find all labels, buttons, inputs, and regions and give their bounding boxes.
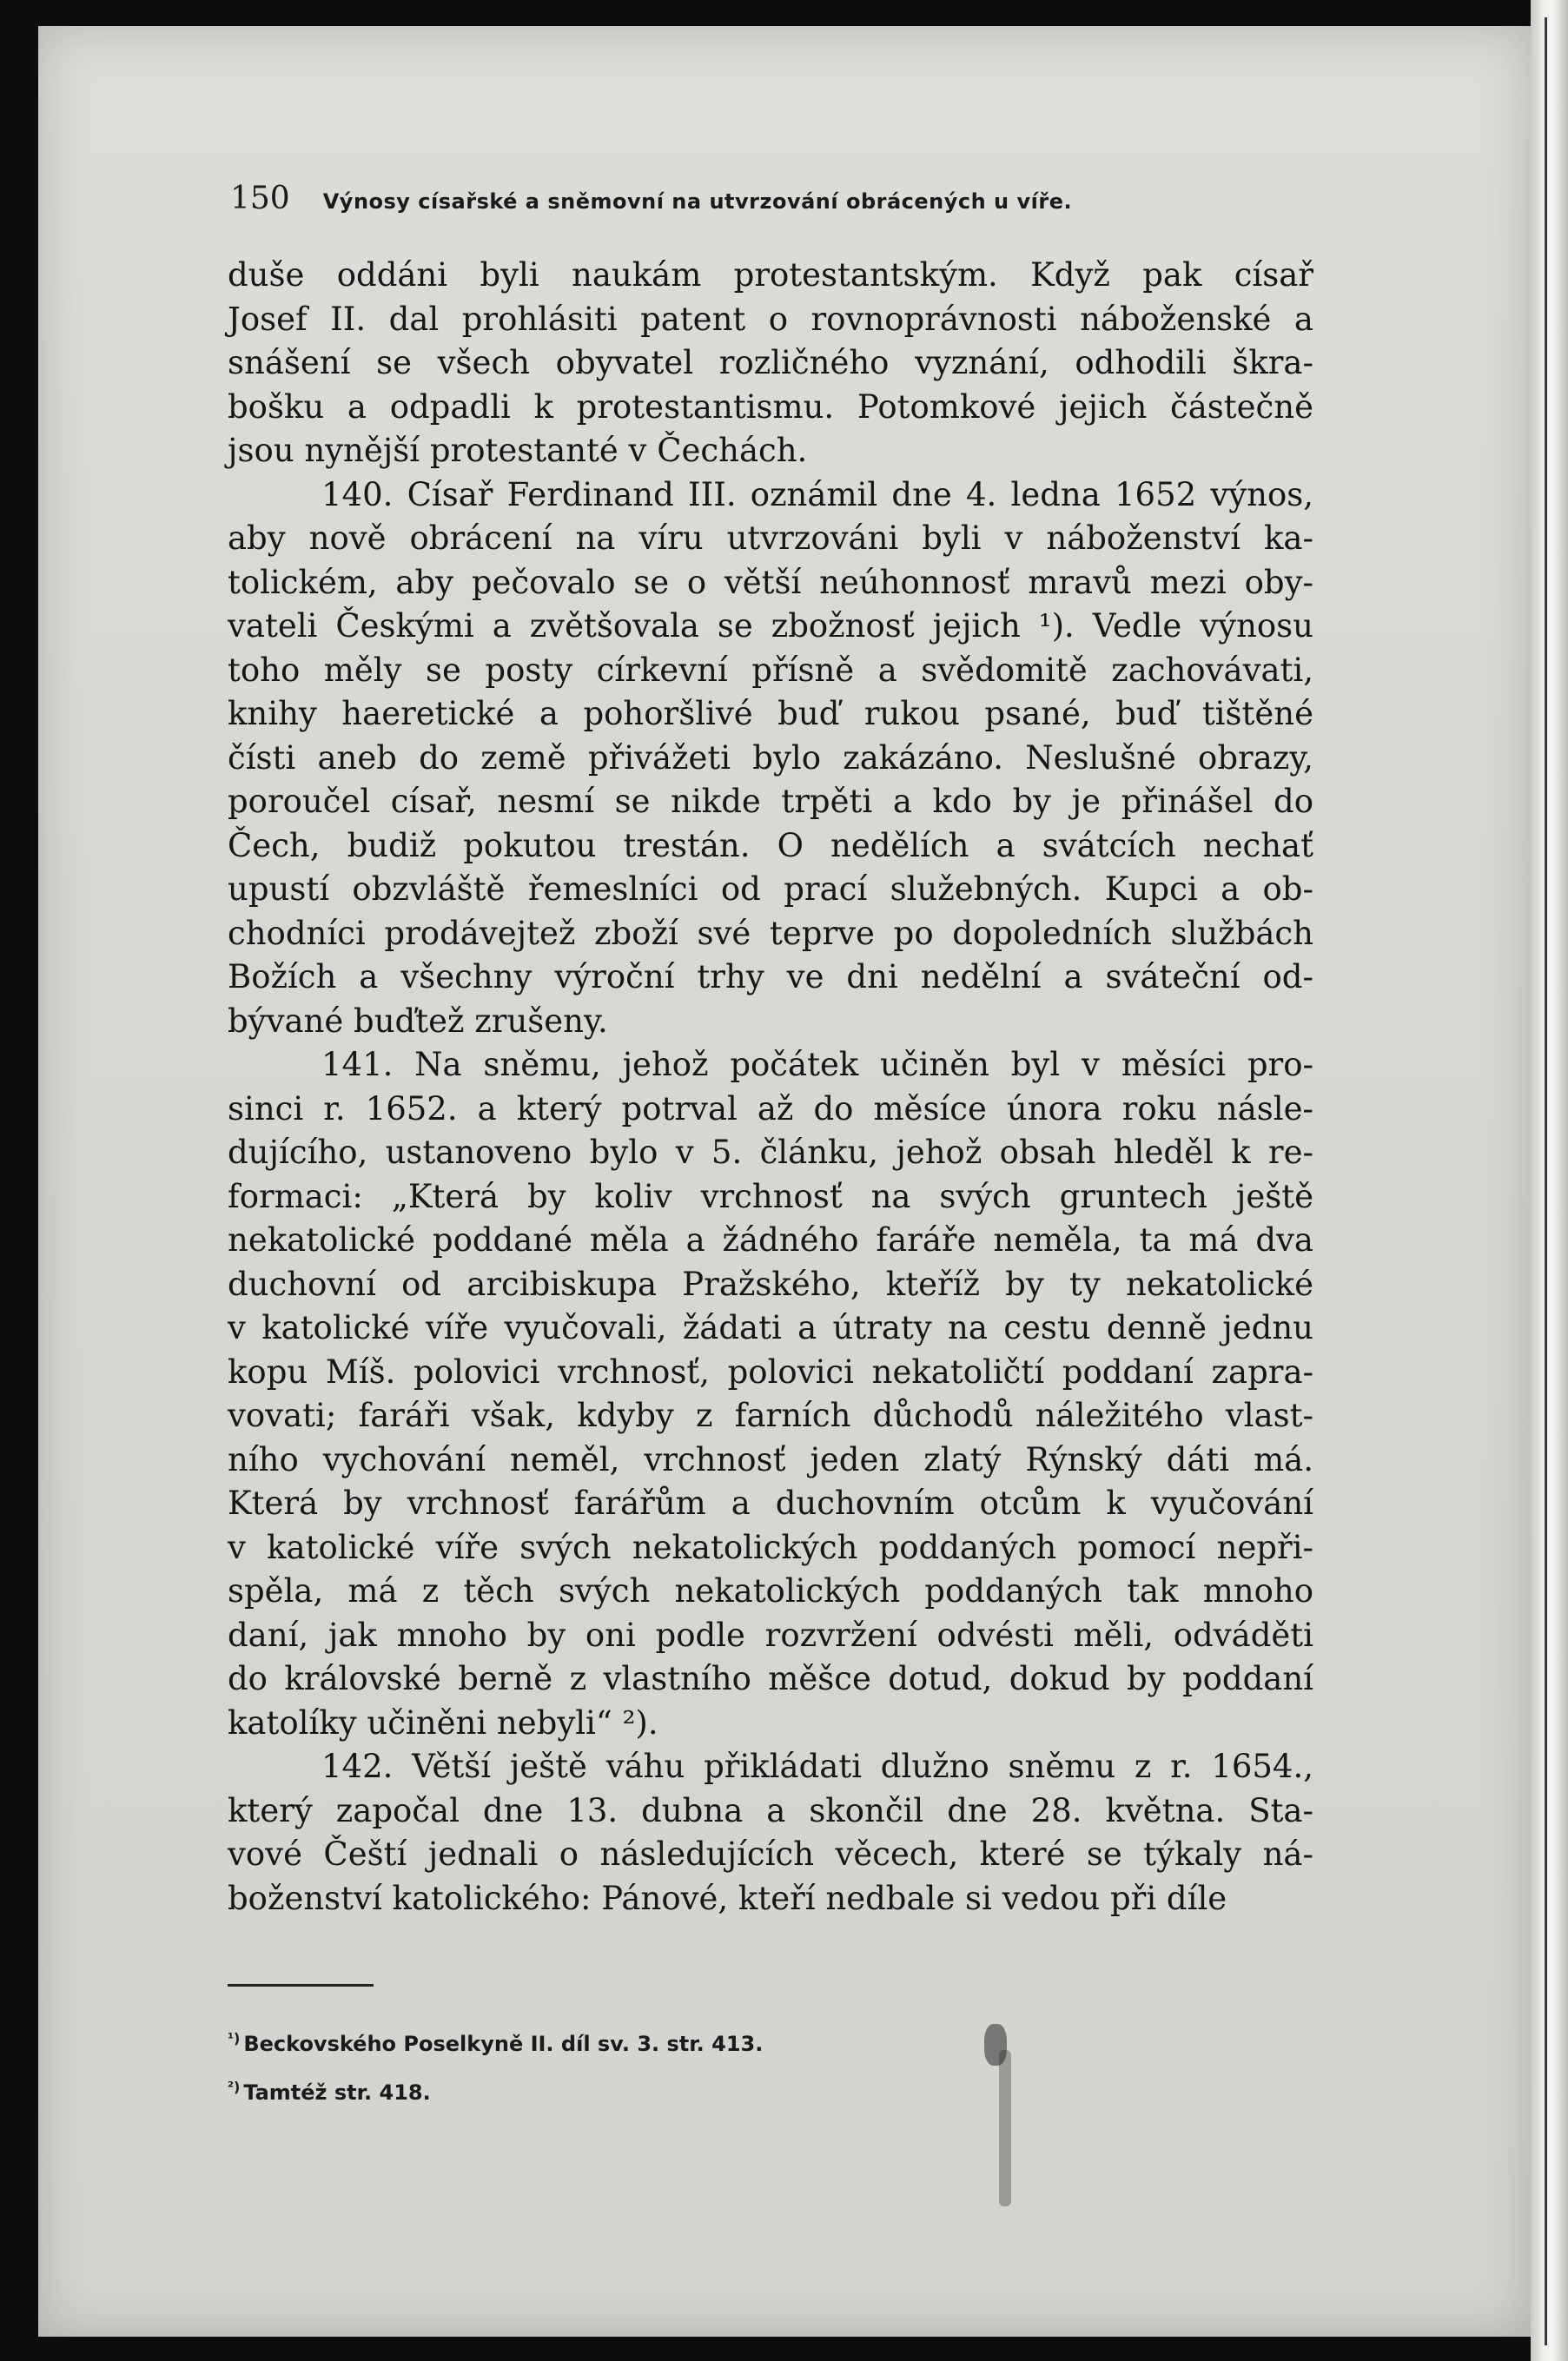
text-line: v katolické víře svých nekatolických poddaných pomocí nepři-: [228, 1528, 1313, 1566]
footnote-mark: ¹): [228, 2030, 241, 2047]
text-line: aby nově obrácení na víru utvrzováni byli v náboženství ka-: [228, 519, 1313, 557]
ink-smudge: [999, 2050, 1011, 2206]
text-line: 140. Císař Ferdinand III. oznámil dne 4. ledna 1652 výnos,: [321, 475, 1313, 513]
footnote-text: Beckovského Poselkyně II. díl sv. 3. str. 413.: [243, 2032, 764, 2056]
body-text: [228, 254, 1313, 1921]
footnotes: [228, 2017, 763, 2114]
text-line: sinci r. 1652. a který potrval až do měsíce února roku násle-: [228, 1089, 1313, 1128]
gutter-shadow-line: [1545, 17, 1547, 2345]
text-line: Josef II. dal prohlásiti patent o rovnoprávnosti náboženské a: [228, 300, 1313, 338]
text-line: který započal dne 13. dubna a skončil dne 28. května. Sta-: [228, 1791, 1313, 1829]
text-line: v katolické víře vyučovali, žádati a útraty na cestu denně jednu: [228, 1309, 1313, 1346]
text-line: daní, jak mnoho by oni podle rozvržení odvésti měli, odváděti: [228, 1616, 1313, 1654]
text-line: čísti aneb do země přivážeti bylo zakázáno. Neslušné obrazy,: [228, 738, 1313, 777]
text-line: chodníci prodávejtež zboží své teprve po dopoledních službách: [228, 914, 1313, 952]
footnote-mark: ²): [228, 2079, 241, 2095]
page-gutter: [1531, 0, 1568, 2361]
page-header: [230, 181, 1072, 224]
text-line: vové Čeští jednali o následujících věcech, které se týkaly ná-: [228, 1835, 1313, 1873]
text-line: bývané buďtež zrušeny.: [228, 1002, 608, 1040]
text-line: spěla, má z těch svých nekatolických poddaných tak mnoho: [228, 1572, 1313, 1610]
text-line: boženství katolického: Pánové, kteří nedbale si vedou při díle: [228, 1879, 1227, 1917]
text-line: bošku a odpadli k protestantismu. Potomkové jejich částečně: [228, 387, 1313, 426]
text-line: nekatolické poddané měla a žádného faráře neměla, ta má dva: [228, 1221, 1313, 1259]
text-line: ního vychování neměl, vrchnosť jeden zlatý Rýnský dáti má.: [228, 1440, 1313, 1478]
text-line: formaci: „Která by koliv vrchnosť na svých gruntech ještě: [228, 1177, 1313, 1215]
footnote: [228, 2017, 763, 2066]
text-line: katolíky učiněni nebyli“ ²).: [228, 1703, 658, 1742]
text-line: do královské berně z vlastního měšce dotud, dokud by poddaní: [228, 1660, 1313, 1697]
footnote-divider: [228, 1984, 374, 1987]
text-line: vateli Českými a zvětšovala se zbožnosť jejich ¹). Vedle výnosu: [228, 607, 1313, 645]
text-line: duše oddáni byli naukám protestantským. Když pak císař: [228, 256, 1313, 294]
text-line: dujícího, ustanoveno bylo v 5. článku, jehož obsah hleděl k re-: [228, 1134, 1313, 1171]
text-line: kopu Míš. polovici vrchnosť, polovici nekatoličtí poddaní zapra-: [228, 1352, 1313, 1391]
text-line: duchovní od arcibiskupa Pražského, kteříž by ty nekatolické: [228, 1265, 1313, 1303]
text-line: upustí obzvláště řemeslníci od prací služebných. Kupci a ob-: [228, 870, 1313, 908]
text-line: snášení se všech obyvatel rozličného vyznání, odhodili škra-: [228, 344, 1313, 381]
running-head: Výnosy císařské a sněmovní na utvrzování obrácených u víře.: [322, 189, 1073, 214]
text-line: Čech, budiž pokutou trestán. O nedělích a svátcích nechať: [228, 826, 1313, 864]
footnote: [228, 2066, 763, 2114]
text-line: jsou nynější protestanté v Čechách.: [228, 432, 808, 469]
footnote-text: Tamtéž str. 418.: [243, 2080, 431, 2105]
text-line: tolickém, aby pečovalo se o větší neúhonnosť mravů mezi oby-: [228, 563, 1313, 601]
text-line: 142. Větší ještě váhu přikládati dlužno sněmu z r. 1654.,: [321, 1748, 1313, 1785]
text-line: vovati; faráři však, kdyby z farních důchodů náležitého vlast-: [228, 1397, 1313, 1434]
page-number: 150: [230, 181, 290, 216]
text-line: toho měly se posty církevní přísně a svědomitě zachovávati,: [228, 651, 1313, 689]
text-line: 141. Na sněmu, jehož počátek učiněn byl v měsíci pro-: [321, 1046, 1313, 1083]
text-line: Božích a všechny výroční trhy ve dni nedělní a sváteční od-: [228, 958, 1313, 995]
text-line: knihy haeretické a pohoršlivé buď rukou psané, buď tištěné: [228, 695, 1313, 732]
text-line: Která by vrchnosť farářům a duchovním otcům k vyučování: [228, 1485, 1313, 1522]
text-line: poroučel císař, nesmí se nikde trpěti a kdo by je přinášel do: [228, 783, 1313, 820]
